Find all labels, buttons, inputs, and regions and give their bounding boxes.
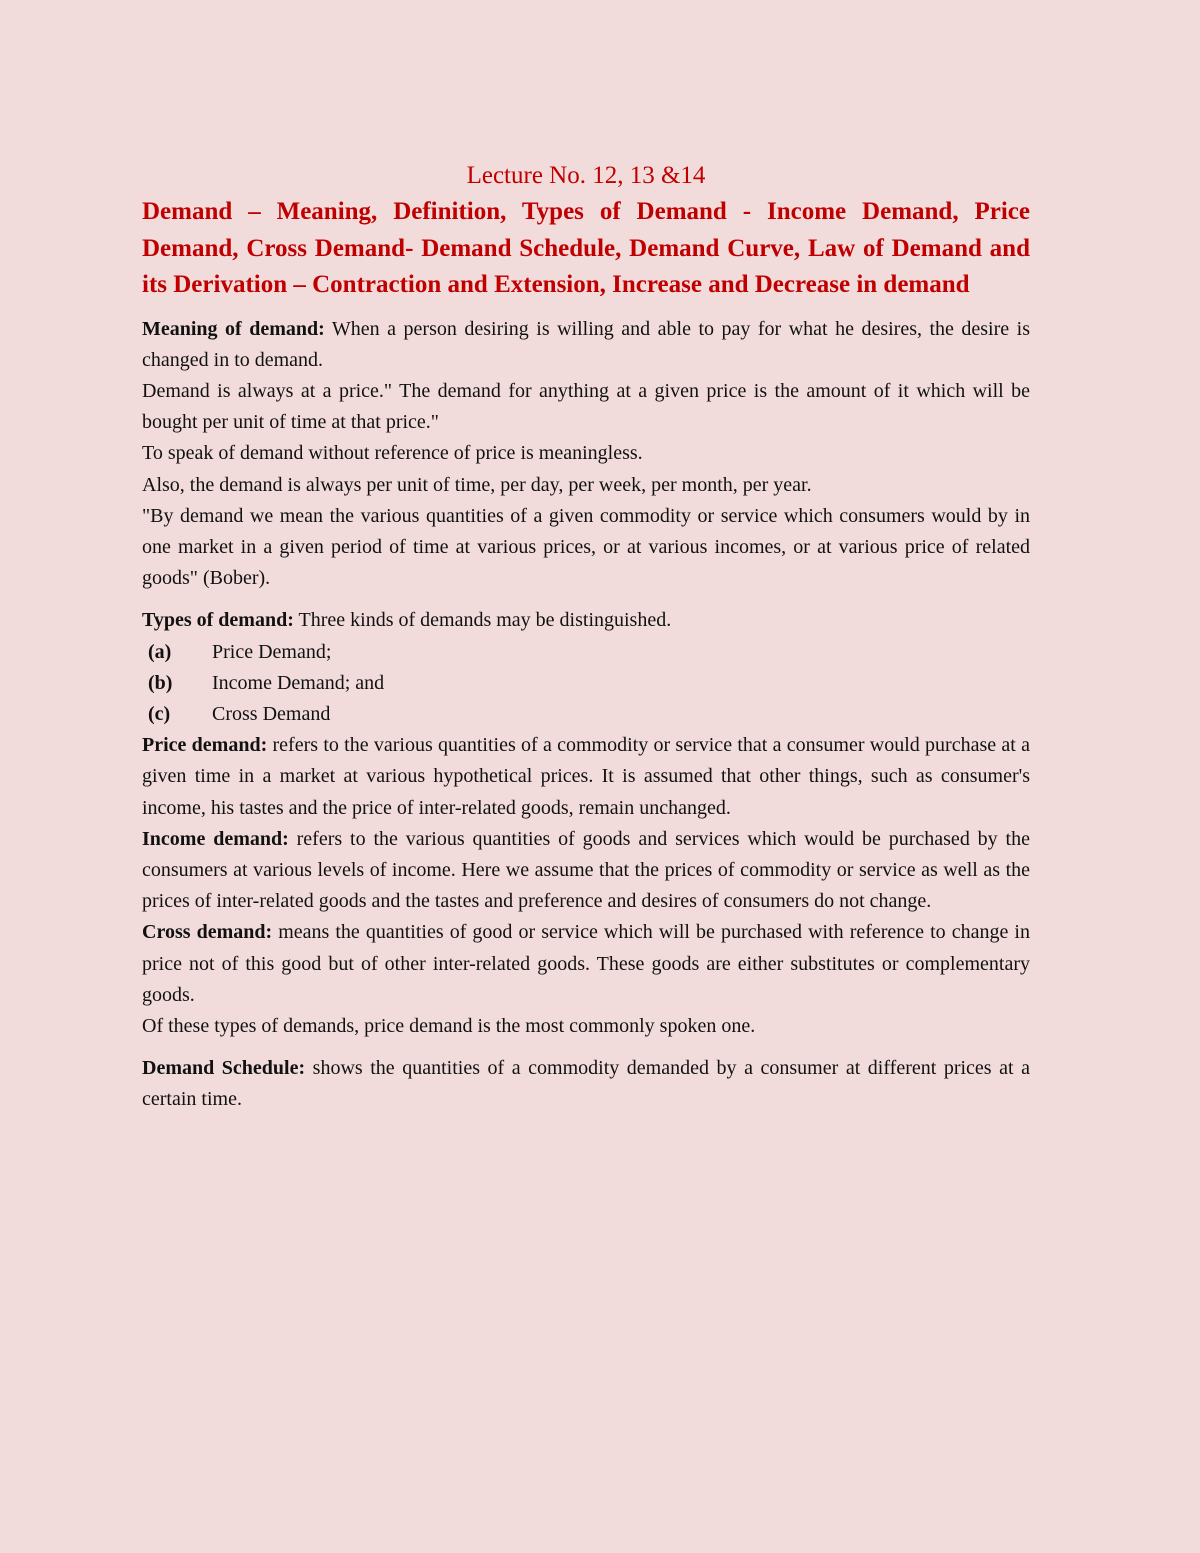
meaning-paragraph <box>142 314 1030 376</box>
income-demand-label: Income demand: <box>142 827 289 850</box>
types-paragraph <box>142 605 1030 636</box>
cross-demand-paragraph <box>142 917 1030 1011</box>
document-page <box>142 158 1030 1116</box>
list-marker: (b) <box>148 671 173 694</box>
list-marker: (a) <box>148 640 172 663</box>
cross-demand-text: means the quantities of good or service which will be purchased with reference to change in price not of this good but of other inter-related goods. These goods are either substitutes or complementary goods. <box>142 921 1030 1006</box>
price-demand-label: Price demand: <box>142 734 268 757</box>
list-item-text: Income Demand; and <box>212 671 385 694</box>
cross-demand-label: Cross demand: <box>142 921 273 944</box>
list-item-text: Cross Demand <box>212 702 331 725</box>
meaning-line-4: Also, the demand is always per unit of time, per day, per week, per month, per year. <box>142 473 812 496</box>
demand-schedule-paragraph <box>142 1053 1030 1115</box>
list-marker: (c) <box>148 702 171 725</box>
income-demand-paragraph <box>142 824 1030 918</box>
summary-paragraph: Of these types of demands, price demand is the most commonly spoken one. <box>142 1014 756 1037</box>
demand-schedule-text: shows the quantities of a commodity demanded by a consumer at different prices at a certain time. <box>142 1057 1030 1111</box>
lecture-title: Demand – Meaning, Definition, Types of Demand - Income Demand, Price Demand, Cross Demand- Demand Schedule, Demand Curve, Law of Demand and its Derivation – Contraction and Extension, Increase and Decrease in demand <box>142 198 1030 298</box>
meaning-line-2: Demand is always at a price." The demand for anything at a given price is the amount of it which will be bought per unit of time at that price." <box>142 379 1030 434</box>
meaning-quote: "By demand we mean the various quantities of a given commodity or service which consumers would by in one market in a given period of time at various prices, or at various incomes, or at various price of related goods" (Bober). <box>142 504 1030 590</box>
price-demand-paragraph <box>142 730 1030 824</box>
list-item <box>142 699 1030 730</box>
meaning-label: Meaning of demand: <box>142 317 325 340</box>
demand-schedule-label: Demand Schedule: <box>142 1057 306 1080</box>
types-label: Types of demand: <box>142 609 294 632</box>
income-demand-text: refers to the various quantities of goods and services which would be purchased by the consumers at various levels of income. Here we assume that the prices of commodity or service as well as the prices of inter-related goods and the tastes and preference and desires of consumers do not change. <box>142 827 1030 913</box>
lecture-number: Lecture No. 12, 13 &14 <box>466 162 706 189</box>
meaning-text: When a person desiring is willing and able to pay for what he desires, the desire is changed in to demand. <box>142 317 1030 371</box>
list-item <box>142 668 1030 699</box>
list-item <box>142 637 1030 668</box>
list-item-text: Price Demand; <box>212 640 332 663</box>
types-text: Three kinds of demands may be distinguished. <box>293 609 672 632</box>
meaning-line-3: To speak of demand without reference of price is meaningless. <box>142 442 643 465</box>
price-demand-text: refers to the various quantities of a commodity or service that a consumer would purchase at a given time in a market at various hypothetical prices. It is assumed that other things, such as consumer's income, his tastes and the price of inter-related goods, remain unchanged. <box>142 734 1030 819</box>
